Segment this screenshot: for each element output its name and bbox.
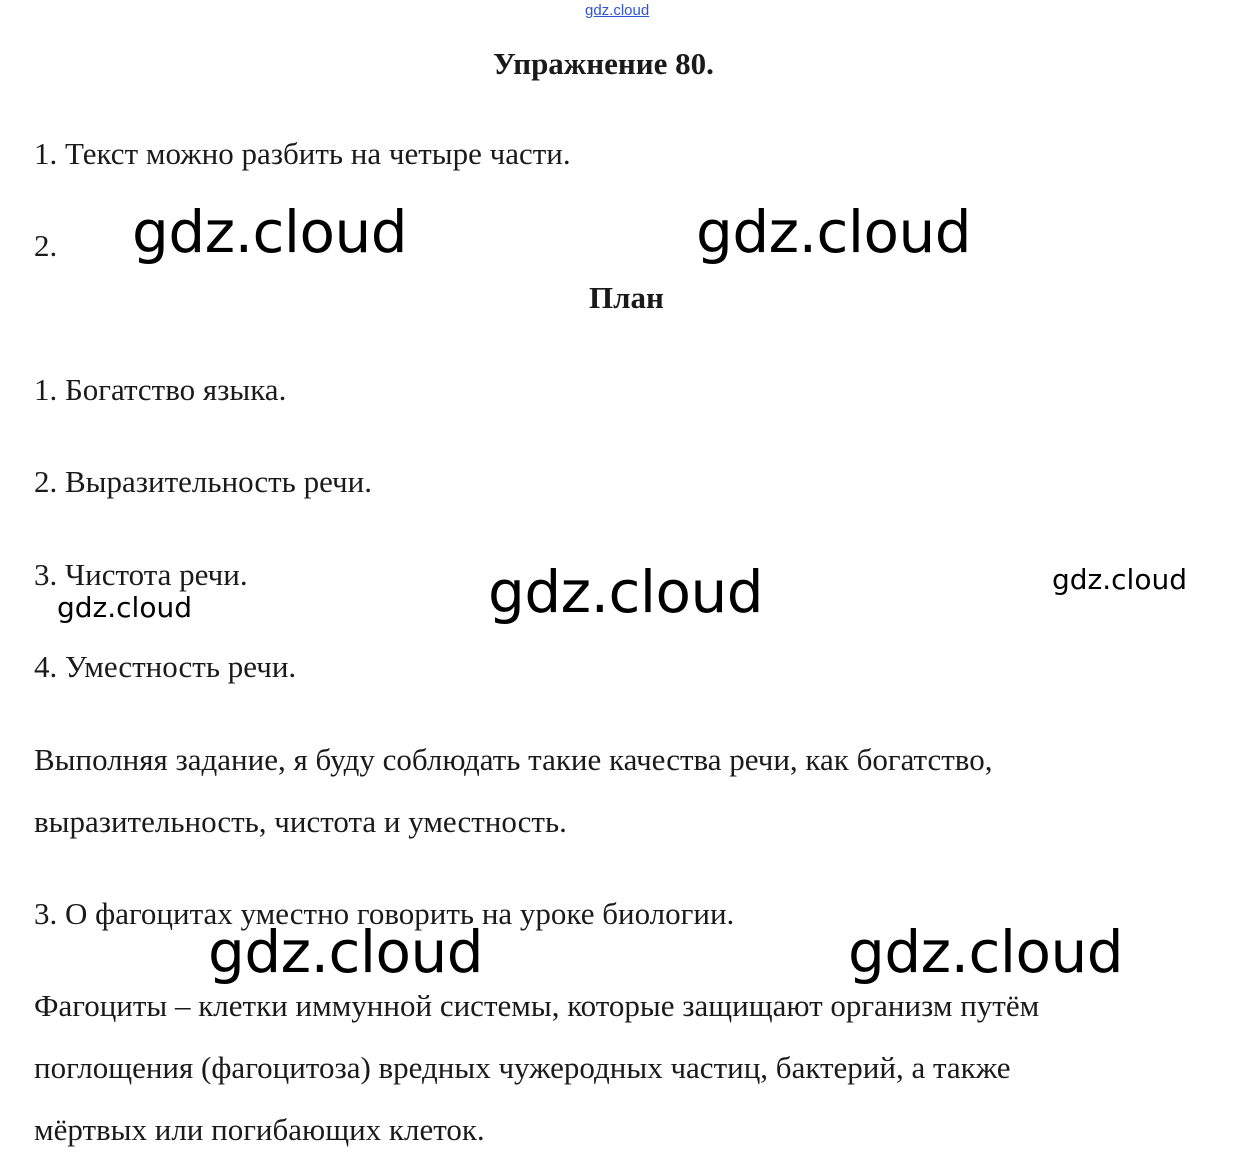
watermark: gdz.cloud [848, 918, 1124, 986]
plan-item: 2. Выразительность речи. [34, 464, 372, 499]
watermark: gdz.cloud [696, 198, 972, 266]
plan-item: 1. Богатство языка. [34, 372, 287, 407]
watermark: gdz.cloud [488, 558, 764, 626]
paragraph-line: Выполняя задание, я буду соблюдать такие качества речи, как богатство, [34, 742, 993, 777]
watermark: gdz.cloud [57, 591, 192, 624]
plan-item: 3. Чистота речи. [34, 557, 248, 592]
site-link[interactable]: gdz.cloud [585, 2, 650, 19]
paragraph-line: выразительность, чистота и уместность. [34, 804, 567, 839]
plan-item: 4. Уместность речи. [34, 649, 297, 684]
paragraph-line: поглощения (фагоцитоза) вредных чужеродных частиц, бактерий, а также [34, 1050, 1011, 1085]
watermark: gdz.cloud [208, 918, 484, 986]
watermark: gdz.cloud [1052, 563, 1187, 596]
answer-item-3: 3. О фагоцитах уместно говорить на уроке биологии. [34, 896, 735, 931]
paragraph-line: Фагоциты – клетки иммунной системы, которые защищают организм путём [34, 988, 1040, 1023]
answer-item-2-number: 2. [34, 228, 58, 263]
answer-item-1: 1. Текст можно разбить на четыре части. [34, 136, 571, 171]
paragraph-line: мёртвых или погибающих клеток. [34, 1112, 485, 1147]
watermark: gdz.cloud [132, 198, 408, 266]
plan-heading: План [589, 280, 664, 315]
exercise-title: Упражнение 80. [493, 46, 714, 81]
